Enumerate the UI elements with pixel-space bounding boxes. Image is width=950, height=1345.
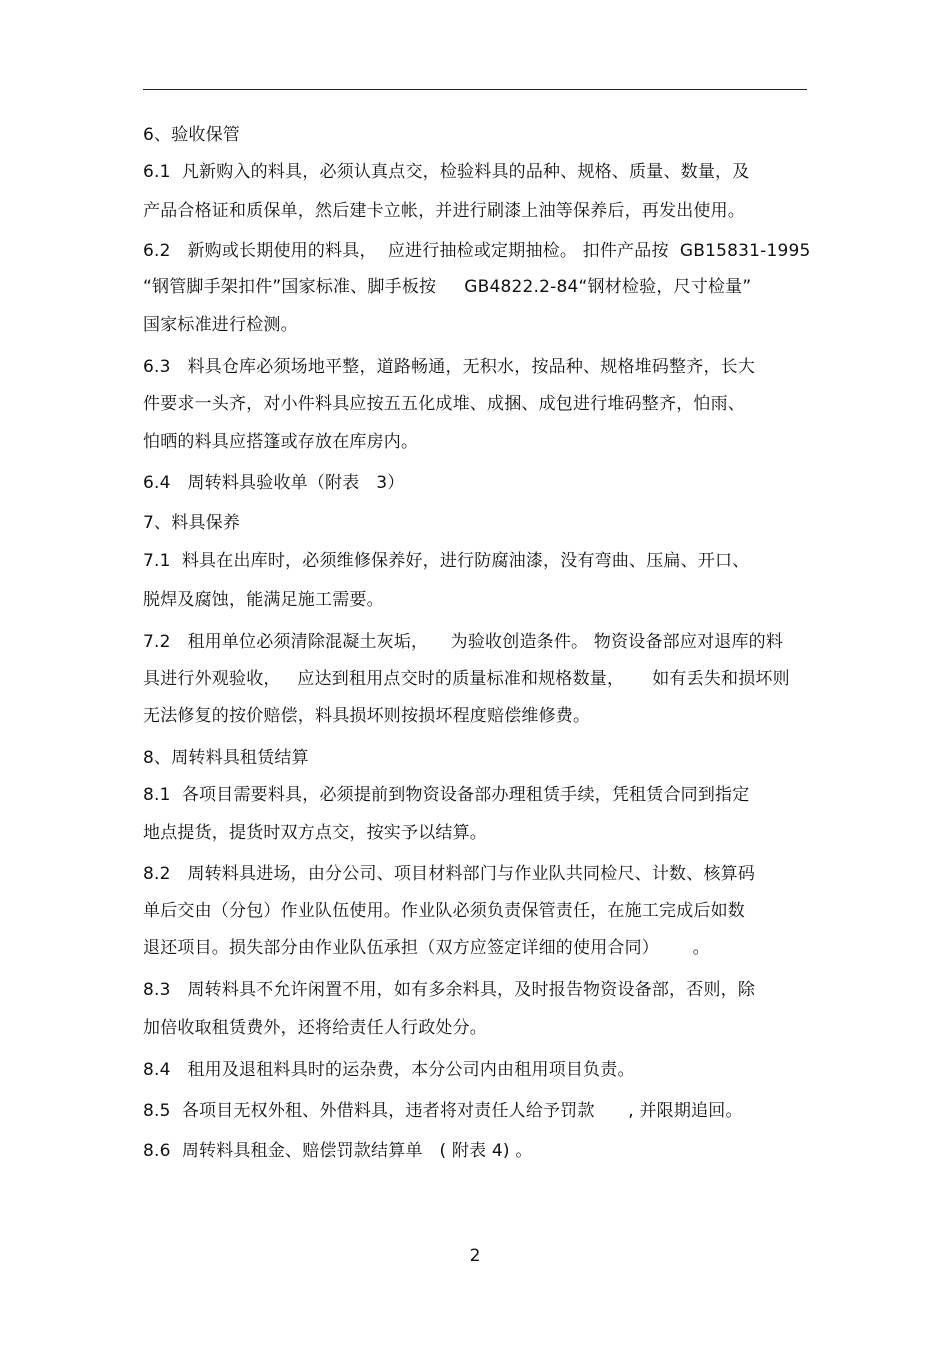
text-line: 脱焊及腐蚀，能满足施工需要。 (143, 590, 384, 610)
text-line: 地点提货，提货时双方点交，按实予以结算。 (143, 823, 487, 843)
text-line: 单后交由（分包）作业队伍使用。作业队必须负责保管责任，在施工完成后如数 (143, 901, 745, 921)
text-line: 国家标准进行检测。 (143, 315, 298, 335)
text-line: 8.5 各项目无权外租、外借料具，违者将对责任人给予罚款 , 并限期追回。 (143, 1101, 743, 1121)
text-line: 7.2 租用单位必须清除混凝土灰垢， 为验收创造条件。 物资设备部应对退库的料 (143, 632, 784, 652)
text-line: 加倍收取租赁费外，还将给责任人行政处分。 (143, 1018, 487, 1038)
text-line: 怕晒的料具应搭篷或存放在库房内。 (143, 432, 419, 452)
text-line: 产品合格证和质保单，然后建卡立帐，并进行刷漆上油等保养后，再发出使用。 (143, 201, 745, 221)
text-line: 无法修复的按价赔偿，料具损坏则按损坏程度赔偿维修费。 (143, 706, 591, 726)
text-line: 8.6 周转料具租金、赔偿罚款结算单 ( 附表 4) 。 (143, 1141, 533, 1161)
text-line: 8.2 周转料具进场，由分公司、项目材料部门与作业队共同检尺、计数、核算码 (143, 864, 756, 884)
text-line: 6.3 料具仓库必须场地平整，道路畅通，无积水，按品种、规格堆码整齐，长大 (143, 357, 756, 377)
page-number: 2 (469, 1246, 481, 1266)
text-line: 7.1 料具在出库时，必须维修保养好，进行防腐油漆，没有弯曲、压扁、开口、 (143, 551, 750, 571)
text-line: 退还项目。损失部分由作业队伍承担（双方应签定详细的使用合同） 。 (143, 938, 710, 958)
text-line: 件要求一头齐，对小件料具应按五五化成堆、成捆、成包进行堆码整齐，怕雨、 (143, 394, 745, 414)
text-line: 6.1 凡新购入的料具，必须认真点交，检验料具的品种、规格、质量、数量，及 (143, 162, 750, 182)
text-line: 8.1 各项目需要料具，必须提前到物资设备部办理租赁手续，凭租赁合同到指定 (143, 785, 750, 805)
text-line: 6.2 新购或长期使用的料具， 应进行抽检或定期抽检。 扣件产品按 GB15831-1995 (143, 241, 811, 261)
text-line: 具进行外观验收， 应达到租用点交时的质量标准和规格数量， 如有丢失和损坏则 (143, 669, 790, 689)
text-line: 6、验收保管 (143, 125, 241, 145)
text-line: 6.4 周转料具验收单（附表 3） (143, 473, 405, 493)
text-line: 8.3 周转料具不允许闲置不用，如有多余料具，及时报告物资设备部，否则，除 (143, 980, 756, 1000)
text-line: 8.4 租用及退租料具时的运杂费，本分公司内由租用项目负责。 (143, 1060, 635, 1080)
text-line: 7、料具保养 (143, 513, 241, 533)
text-line: “钢管脚手架扣件”国家标准、脚手板按 GB4822.2-84“钢材检验，尺寸检量” (143, 277, 752, 297)
text-line: 8、周转料具租赁结算 (143, 748, 309, 768)
header-rule (143, 89, 807, 90)
